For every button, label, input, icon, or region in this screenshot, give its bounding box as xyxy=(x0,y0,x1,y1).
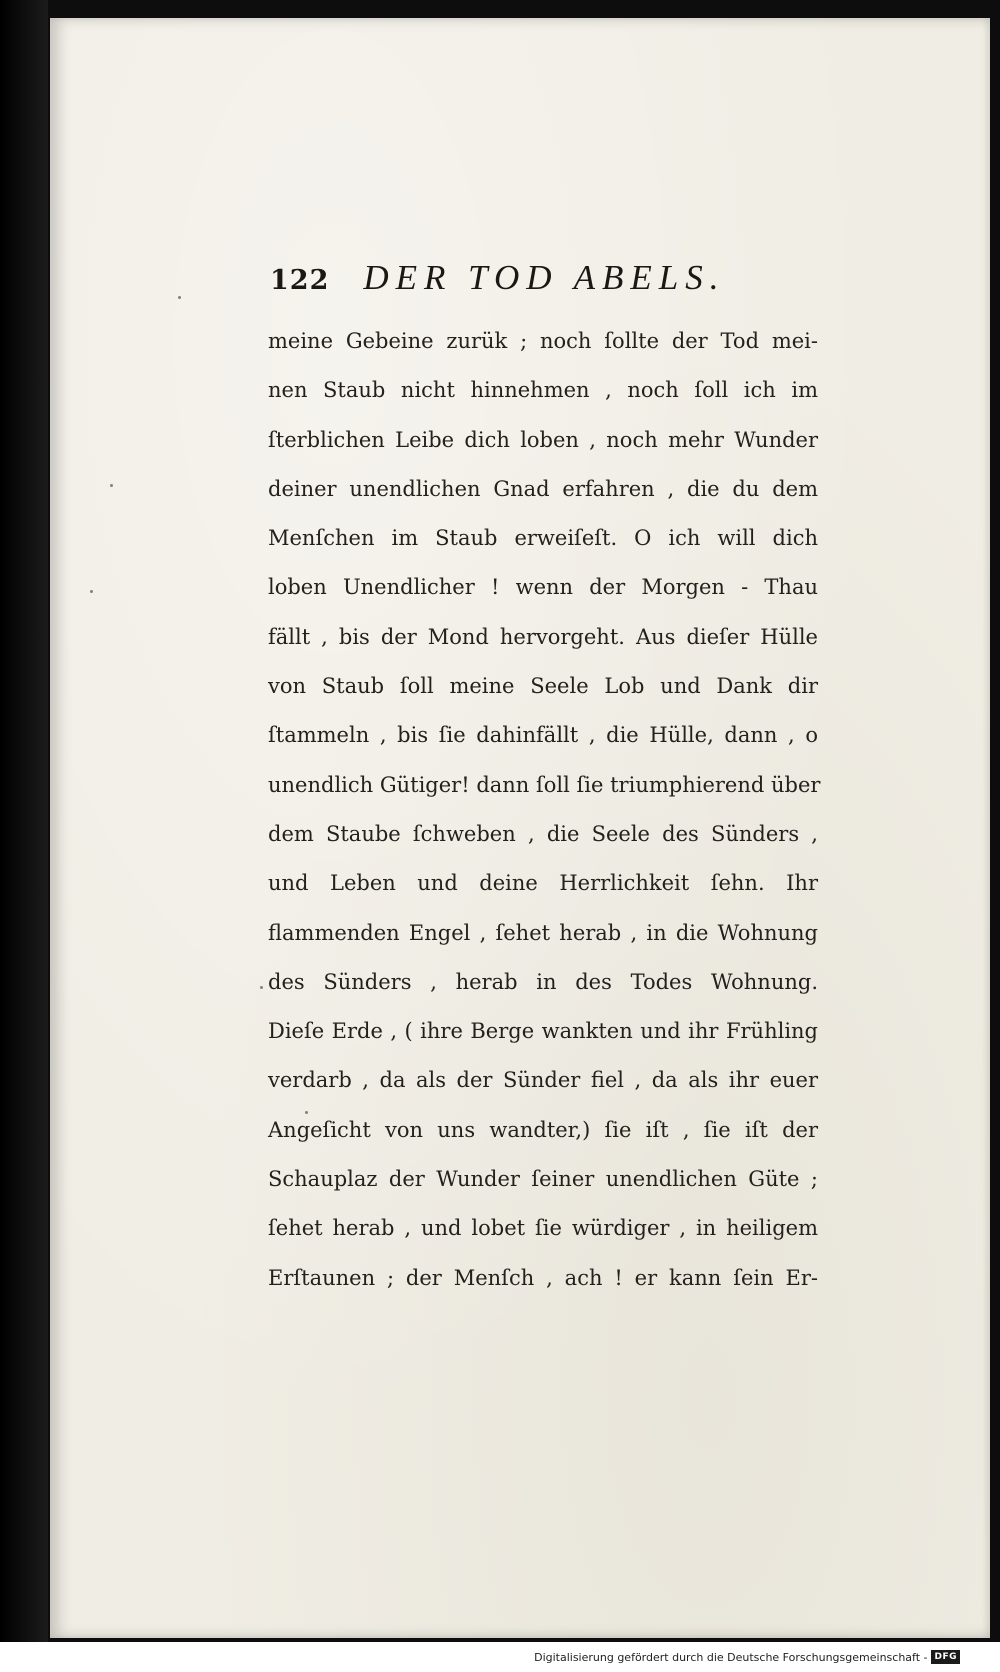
text-line: fällt , bis der Mond hervorgeht. Aus dieſer Hülle xyxy=(268,624,818,649)
text-line: Schauplaz der Wunder ſeiner unendlichen Güte ; xyxy=(268,1167,818,1192)
text-line: Erſtaunen ; der Menſch , ach ! er kann ſein Er- xyxy=(268,1265,818,1290)
text-line: des Sünders , herab in des Todes Wohnung. xyxy=(268,969,818,994)
dfg-logo: DFG xyxy=(931,1650,960,1664)
text-line: ſehet herab , und lobet ſie würdiger , in heiligem xyxy=(268,1216,818,1241)
text-line: nen Staub nicht hinnehmen , noch ſoll ich im xyxy=(268,378,818,403)
text-line: deiner unendlichen Gnad erfahren , die du dem xyxy=(268,476,818,501)
text-line: Angeſicht von uns wandter,) ſie iſt , ſie iſt der xyxy=(268,1117,818,1142)
body-text xyxy=(268,326,821,1312)
text-line: ſterblichen Leibe dich loben , noch mehr Wunder xyxy=(268,427,818,452)
text-line: und Leben und deine Herrlichkeit ſehn. Ihr xyxy=(268,871,818,896)
paper-speck xyxy=(90,590,93,593)
text-line: Dieſe Erde , ( ihre Berge wankten und ihr Frühling xyxy=(268,1019,818,1044)
text-line: verdarb , da als der Sünder fiel , da als ihr euer xyxy=(268,1068,818,1093)
paper-speck xyxy=(110,484,113,487)
text-line: loben Unendlicher ! wenn der Morgen - Thau xyxy=(268,575,818,600)
text-line: unendlich Gütiger! dann ſoll ſie triumphierend über xyxy=(268,772,821,797)
page-number: 122 xyxy=(270,265,330,296)
text-line: von Staub ſoll meine Seele Lob und Dank dir xyxy=(268,674,818,699)
paper-speck xyxy=(260,986,263,989)
funding-credit-text: Digitalisierung gefördert durch die Deutsche Forschungsgemeinschaft - xyxy=(534,1650,928,1664)
text-line: Menſchen im Staub erweiſeſt. O ich will dich xyxy=(268,526,818,551)
text-line: dem Staube ſchweben , die Seele des Sünders , xyxy=(268,821,818,846)
running-head xyxy=(270,258,726,298)
paper-speck xyxy=(178,296,181,299)
text-line: flammenden Engel , ſehet herab , in die Wohnung xyxy=(268,920,818,945)
funding-credit xyxy=(534,1650,960,1664)
text-line: ſtammeln , bis ſie dahinfällt , die Hülle, dann , o xyxy=(268,723,818,748)
running-title: DER TOD ABELS. xyxy=(363,258,726,297)
text-line: meine Gebeine zurük ; noch ſollte der Tod mei- xyxy=(268,329,818,353)
book-spine-shadow xyxy=(0,0,48,1642)
